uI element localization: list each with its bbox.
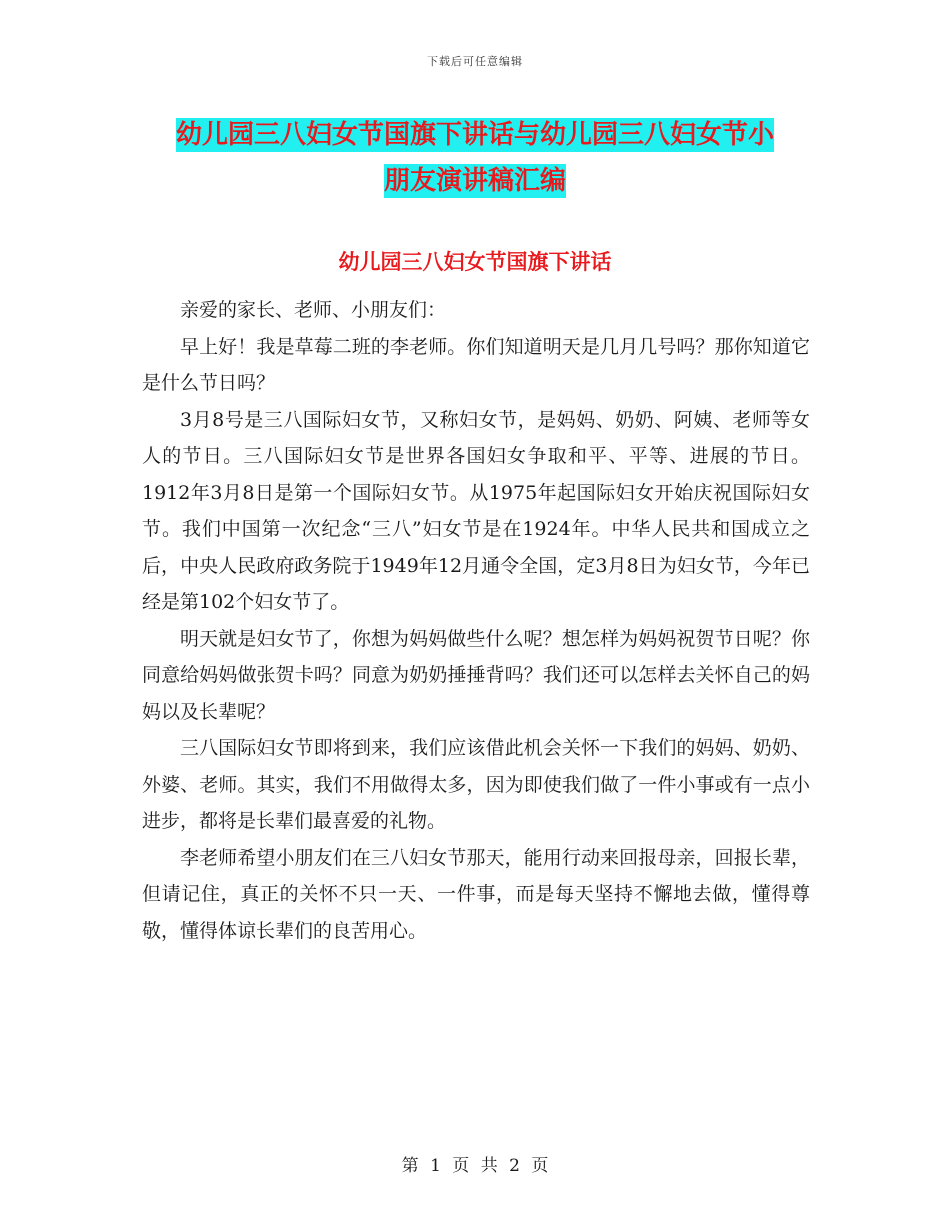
page-number-footer: 第 1 页 共 2 页 bbox=[401, 1156, 549, 1176]
paragraph: 明天就是妇女节了，你想为妈妈做些什么呢？想怎样为妈妈祝贺节日呢？你同意给妈妈做张贺卡吗？同意为奶奶捶捶背吗？我们还可以怎样去关怀自己的妈妈以及长辈呢？ bbox=[142, 627, 810, 723]
document-title-line-2: 朋友演讲稿汇编 bbox=[383, 166, 566, 196]
document-body bbox=[142, 292, 810, 949]
section-title: 幼儿园三八妇女节国旗下讲话 bbox=[338, 250, 612, 274]
header-note: 下载后可任意编辑 bbox=[427, 55, 523, 68]
paragraph: 早上好！我是草莓二班的李老师。你们知道明天是几月几号吗？那你知道它是什么节日吗？ bbox=[142, 335, 810, 394]
paragraph: 3月8号是三八国际妇女节，又称妇女节，是妈妈、奶奶、阿姨、老师等女人的节日。三八国际妇女节是世界各国妇女争取和平、平等、进展的节日。 1912年3月8日是第一个国际妇女节。从1975年起国际妇女开始庆祝国际妇女节。我们中国第一次纪念“三八”妇女节是在1924年。中华人民共和国成立之后，中央人民政府政务院于1949年12月通令全国，定3月8日为妇女节，今年已经是第102个妇女节了。 bbox=[142, 408, 810, 613]
document-title bbox=[130, 112, 820, 204]
paragraph: 三八国际妇女节即将到来，我们应该借此机会关怀一下我们的妈妈、奶奶、外婆、老师。其实，我们不用做得太多，因为即使我们做了一件小事或有一点小进步，都将是长辈们最喜爱的礼物。 bbox=[142, 737, 810, 832]
document-title-line-1: 幼儿园三八妇女节国旗下讲话与幼儿园三八妇女节小 bbox=[175, 120, 774, 150]
paragraph: 李老师希望小朋友们在三八妇女节那天，能用行动来回报母亲，回报长辈，但请记住，真正的关怀不只一天、一件事，而是每天坚持不懈地去做，懂得尊敬，懂得体谅长辈们的良苦用心。 bbox=[142, 846, 810, 942]
paragraph-greeting: 亲爱的家长、老师、小朋友们： bbox=[180, 299, 447, 321]
